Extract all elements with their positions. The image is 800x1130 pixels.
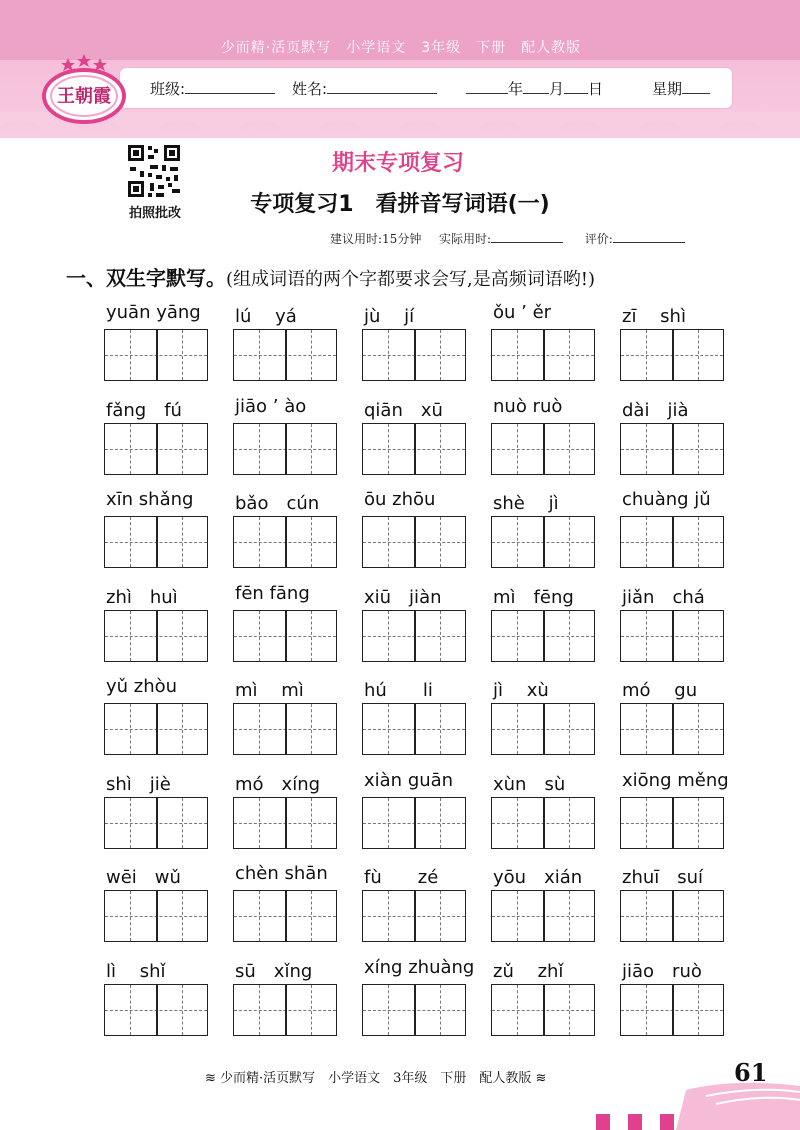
- writing-box[interactable]: [104, 610, 208, 662]
- pinyin-label: xíng zhuàng: [364, 956, 475, 978]
- exercise-instruction: [66, 262, 595, 291]
- writing-box[interactable]: [620, 890, 724, 942]
- writing-box[interactable]: [233, 984, 337, 1036]
- footer-dots-decoration: [596, 1108, 706, 1130]
- writing-box[interactable]: [104, 516, 208, 568]
- month-label: 月: [549, 80, 565, 98]
- writing-box[interactable]: [233, 329, 337, 381]
- pinyin-label: jiāo ’ ào: [235, 395, 307, 417]
- writing-box[interactable]: [233, 516, 337, 568]
- pinyin-label: xīn shǎng: [106, 489, 194, 510]
- writing-box[interactable]: [491, 703, 595, 755]
- pinyin-label: ōu zhōu: [364, 489, 436, 510]
- writing-box[interactable]: [491, 329, 595, 381]
- writing-box[interactable]: [491, 797, 595, 849]
- pinyin-label: mó xíng: [235, 773, 321, 795]
- section-heading: 期末专项复习: [331, 151, 464, 176]
- series-title: 少而精·活页默写 小学语文 3年级 下册 配人教版: [220, 40, 582, 56]
- lesson-title: 专项复习1 看拼音写词语(一): [250, 192, 550, 217]
- writing-box[interactable]: [233, 703, 337, 755]
- pinyin-label: shè jì: [493, 493, 559, 514]
- class-field[interactable]: [150, 78, 275, 99]
- pinyin-label: zhì huì: [106, 586, 178, 608]
- suggested-time: 建议用时:15分钟: [330, 232, 422, 246]
- star-icon: [77, 54, 91, 67]
- evaluation-field[interactable]: [613, 232, 685, 243]
- writing-box[interactable]: [104, 890, 208, 942]
- pinyin-label: xiàn guān: [364, 769, 454, 791]
- writing-box[interactable]: [104, 984, 208, 1036]
- writing-box[interactable]: [491, 516, 595, 568]
- pinyin-label: fǎng fú: [106, 399, 182, 421]
- pinyin-label: xiū jiàn: [364, 586, 442, 608]
- writing-box[interactable]: [362, 610, 466, 662]
- page-number: 61: [734, 1058, 768, 1087]
- pinyin-label: zǔ zhǐ: [493, 960, 564, 982]
- pinyin-label: shì jiè: [106, 773, 171, 795]
- pinyin-label: chèn shān: [235, 863, 328, 884]
- writing-box[interactable]: [362, 516, 466, 568]
- pinyin-label: jiǎn chá: [622, 586, 705, 608]
- writing-box[interactable]: [620, 329, 724, 381]
- pinyin-label: fēn fāng: [235, 582, 310, 604]
- student-info-bar: [120, 68, 732, 108]
- time-meta: [330, 230, 685, 247]
- writing-box[interactable]: [620, 984, 724, 1036]
- pinyin-label: mì fēng: [493, 586, 574, 608]
- writing-box[interactable]: [491, 984, 595, 1036]
- writing-box[interactable]: [620, 703, 724, 755]
- qr-label: 拍照批改: [128, 206, 181, 221]
- writing-box[interactable]: [362, 797, 466, 849]
- logo-text: 王朝霞: [57, 86, 111, 107]
- pinyin-label: sū xǐng: [235, 960, 313, 982]
- pinyin-label: yuān yāng: [106, 302, 201, 323]
- actual-time-field[interactable]: [491, 232, 563, 243]
- writing-box[interactable]: [362, 423, 466, 475]
- day-label: 日: [588, 80, 604, 98]
- name-field[interactable]: [292, 78, 437, 99]
- writing-box[interactable]: [233, 423, 337, 475]
- writing-box[interactable]: [620, 516, 724, 568]
- actual-time-label: 实际用时:: [438, 232, 492, 246]
- weekday-field[interactable]: [652, 78, 710, 99]
- writing-box[interactable]: [362, 890, 466, 942]
- writing-box[interactable]: [362, 329, 466, 381]
- pinyin-label: ǒu ’ ěr: [493, 302, 552, 323]
- brand-logo: [38, 52, 130, 126]
- pinyin-label: jiāo ruò: [622, 960, 702, 982]
- evaluation-label: 评价:: [584, 232, 613, 246]
- writing-box[interactable]: [620, 423, 724, 475]
- writing-box[interactable]: [491, 423, 595, 475]
- pinyin-label: xùn sù: [493, 773, 566, 795]
- pinyin-label: jù jí: [364, 306, 415, 327]
- pinyin-label: zhuī suí: [622, 867, 704, 888]
- writing-box[interactable]: [104, 797, 208, 849]
- qr-code-icon[interactable]: [126, 143, 182, 199]
- pinyin-label: lú yá: [235, 306, 297, 327]
- pinyin-label: fù zé: [364, 867, 439, 888]
- pinyin-label: hú li: [364, 680, 433, 701]
- pinyin-label: xiōng měng: [622, 769, 729, 791]
- writing-box[interactable]: [362, 984, 466, 1036]
- instruction-main: 一、双生字默写。: [66, 266, 226, 290]
- pinyin-label: yōu xián: [493, 867, 583, 888]
- writing-box[interactable]: [233, 890, 337, 942]
- pinyin-label: wēi wǔ: [106, 867, 181, 888]
- writing-box[interactable]: [620, 610, 724, 662]
- class-label: 班级:: [150, 80, 186, 98]
- footer-series: ≋ 少而精·活页默写 小学语文 3年级 下册 配人教版 ≋: [205, 1071, 547, 1086]
- writing-box[interactable]: [104, 423, 208, 475]
- pinyin-label: yǔ zhòu: [106, 676, 178, 697]
- writing-box[interactable]: [491, 610, 595, 662]
- writing-box[interactable]: [104, 703, 208, 755]
- pinyin-label: mì mì: [235, 680, 304, 701]
- pinyin-label: chuàng jǔ: [622, 489, 711, 510]
- pinyin-label: zī shì: [622, 306, 686, 327]
- pinyin-label: jì xù: [493, 680, 549, 701]
- writing-box[interactable]: [233, 797, 337, 849]
- pinyin-label: mó gu: [622, 680, 698, 701]
- pinyin-label: qiān xū: [364, 399, 443, 421]
- writing-box[interactable]: [362, 703, 466, 755]
- date-field[interactable]: [466, 78, 603, 99]
- year-label: 年: [508, 80, 524, 98]
- pinyin-label: bǎo cún: [235, 493, 320, 514]
- weekday-label: 星期: [652, 80, 683, 98]
- name-label: 姓名:: [292, 80, 328, 98]
- pinyin-label: dài jià: [622, 399, 689, 421]
- pinyin-label: nuò ruò: [493, 395, 563, 417]
- writing-box[interactable]: [233, 610, 337, 662]
- instruction-note: (组成词语的两个字都要求会写,是高频词语哟!): [226, 269, 595, 290]
- writing-box[interactable]: [104, 329, 208, 381]
- writing-box[interactable]: [620, 797, 724, 849]
- pinyin-label: lì shǐ: [106, 960, 166, 982]
- writing-box[interactable]: [491, 890, 595, 942]
